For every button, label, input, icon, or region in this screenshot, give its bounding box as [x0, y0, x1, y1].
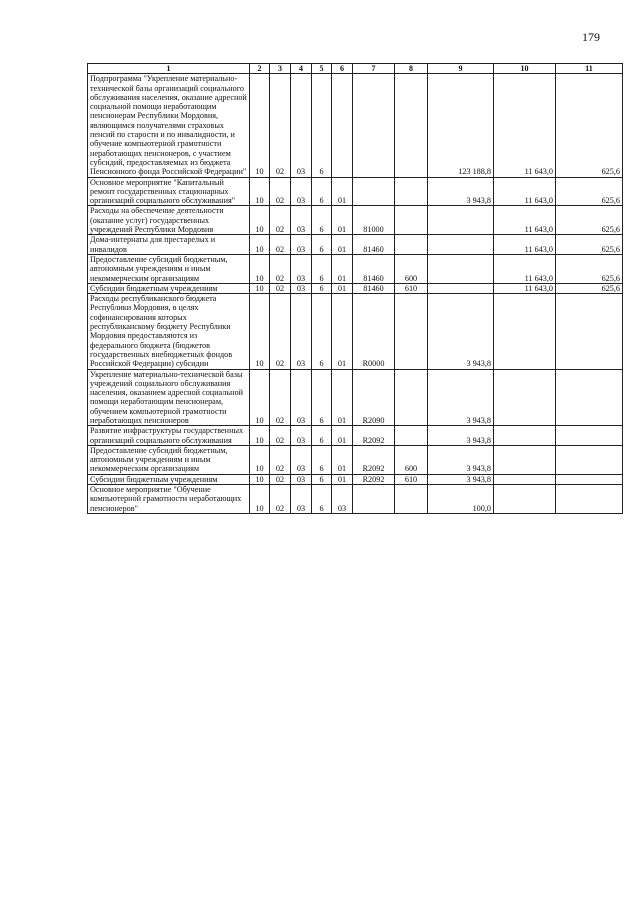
cell-program: 03 — [291, 294, 312, 369]
cell-program: 03 — [291, 206, 312, 235]
cell-amount-total — [428, 283, 494, 293]
cell-activity: 03 — [332, 485, 353, 514]
cell-program: 03 — [291, 177, 312, 206]
cell-program: 03 — [291, 474, 312, 484]
cell-activity: 01 — [332, 283, 353, 293]
row-name: Основное мероприятие "Обучение компьютерной грамотности неработающих пенсионеров" — [88, 485, 250, 514]
cell-activity — [332, 74, 353, 177]
cell-amount-col11 — [556, 474, 623, 484]
row-name: Укрепление материально-технической базы учреждений социального обслуживания населения, оказанием адресной социальной помощи неработающим пенсионерам, обучением компьютерной грамотности неработающих пенсионеров — [88, 369, 250, 426]
column-header: 9 — [428, 64, 494, 74]
row-name: Основное мероприятие "Капитальный ремонт государственных стационарных организаций социального обслуживания" — [88, 177, 250, 206]
cell-amount-total: 100,0 — [428, 485, 494, 514]
cell-section: 10 — [250, 426, 270, 446]
cell-subsection: 02 — [270, 235, 291, 255]
cell-direction: 81000 — [353, 206, 395, 235]
cell-program: 03 — [291, 485, 312, 514]
cell-amount-total: 3 943,8 — [428, 369, 494, 426]
cell-expense-type — [395, 235, 428, 255]
table-row — [88, 426, 623, 446]
cell-amount-total: 3 943,8 — [428, 474, 494, 484]
row-name: Предоставление субсидий бюджетным, автономным учреждениям и иным некоммерческим организациям — [88, 445, 250, 474]
cell-expense-type: 600 — [395, 445, 428, 474]
cell-expense-type — [395, 294, 428, 369]
cell-amount-col11: 625,6 — [556, 74, 623, 177]
cell-expense-type — [395, 426, 428, 446]
cell-program: 03 — [291, 74, 312, 177]
cell-amount-col11: 625,6 — [556, 206, 623, 235]
cell-subsection: 02 — [270, 283, 291, 293]
cell-direction — [353, 74, 395, 177]
cell-direction: R0000 — [353, 294, 395, 369]
cell-amount-total — [428, 254, 494, 283]
cell-subsection: 02 — [270, 426, 291, 446]
row-name: Субсидии бюджетным учреждениям — [88, 283, 250, 293]
cell-subprogram: 6 — [312, 206, 332, 235]
cell-activity: 01 — [332, 445, 353, 474]
cell-amount-col10 — [494, 485, 556, 514]
cell-subprogram: 6 — [312, 235, 332, 255]
cell-subprogram: 6 — [312, 474, 332, 484]
cell-subprogram: 6 — [312, 254, 332, 283]
cell-amount-col10: 11 643,0 — [494, 206, 556, 235]
cell-section: 10 — [250, 74, 270, 177]
cell-expense-type — [395, 369, 428, 426]
page-number: 179 — [582, 30, 600, 44]
cell-subsection: 02 — [270, 254, 291, 283]
cell-direction: R2092 — [353, 426, 395, 446]
column-header: 2 — [250, 64, 270, 74]
table-row — [88, 485, 623, 514]
cell-amount-col10: 11 643,0 — [494, 235, 556, 255]
cell-program: 03 — [291, 235, 312, 255]
table-row — [88, 206, 623, 235]
cell-direction — [353, 485, 395, 514]
cell-program: 03 — [291, 369, 312, 426]
cell-amount-col10: 11 643,0 — [494, 283, 556, 293]
cell-program: 03 — [291, 254, 312, 283]
cell-subprogram: 6 — [312, 294, 332, 369]
table-row — [88, 474, 623, 484]
column-header: 3 — [270, 64, 291, 74]
row-name: Подпрограмма "Укрепление материально-технической базы организаций социального обслуживания населения, оказание адресной социальной помощи неработающим пенсионерам Республики Мордовия, являющимся получателями страховых пенсий по старости и по инвалидности, и обучение компьютерной грамотности неработающих пенсионеров, с участием субсидий, предоставляемых из бюджета Пенсионного фонда Российской Федерации" — [88, 74, 250, 177]
cell-expense-type — [395, 206, 428, 235]
budget-table — [87, 63, 623, 514]
header-row — [88, 64, 623, 74]
table-row — [88, 74, 623, 177]
row-name: Предоставление субсидий бюджетным, автономным учреждениям и иным некоммерческим организациям — [88, 254, 250, 283]
cell-amount-col11: 625,6 — [556, 254, 623, 283]
table-row — [88, 294, 623, 369]
column-header: 5 — [312, 64, 332, 74]
cell-amount-col11 — [556, 426, 623, 446]
cell-activity: 01 — [332, 177, 353, 206]
cell-subprogram: 6 — [312, 74, 332, 177]
cell-direction: 81460 — [353, 235, 395, 255]
cell-section: 10 — [250, 369, 270, 426]
cell-section: 10 — [250, 206, 270, 235]
row-name: Расходы республиканского бюджета Республики Мордовия, в целях софинансирования которых республиканскому бюджету Республики Мордовия предоставляются из федерального бюджета (бюджетов государственных внебюджетных фондов Российской Федерации) субсидии — [88, 294, 250, 369]
cell-section: 10 — [250, 294, 270, 369]
cell-amount-col11 — [556, 445, 623, 474]
cell-expense-type: 610 — [395, 474, 428, 484]
cell-expense-type — [395, 177, 428, 206]
row-name: Развитие инфраструктуры государственных организаций социального обслуживания — [88, 426, 250, 446]
cell-subprogram: 6 — [312, 369, 332, 426]
cell-subprogram: 6 — [312, 485, 332, 514]
cell-activity: 01 — [332, 369, 353, 426]
cell-subsection: 02 — [270, 177, 291, 206]
cell-section: 10 — [250, 177, 270, 206]
cell-amount-col10: 11 643,0 — [494, 177, 556, 206]
cell-amount-col10 — [494, 426, 556, 446]
cell-section: 10 — [250, 283, 270, 293]
cell-direction: R2092 — [353, 445, 395, 474]
cell-amount-total: 3 943,8 — [428, 294, 494, 369]
row-name: Субсидии бюджетным учреждениям — [88, 474, 250, 484]
cell-subsection: 02 — [270, 445, 291, 474]
cell-expense-type: 600 — [395, 254, 428, 283]
cell-amount-total: 123 188,8 — [428, 74, 494, 177]
cell-activity: 01 — [332, 254, 353, 283]
column-header: 6 — [332, 64, 353, 74]
cell-amount-col10: 11 643,0 — [494, 254, 556, 283]
cell-activity: 01 — [332, 426, 353, 446]
column-header: 1 — [88, 64, 250, 74]
cell-section: 10 — [250, 474, 270, 484]
cell-section: 10 — [250, 445, 270, 474]
table-row — [88, 369, 623, 426]
cell-amount-col11: 625,6 — [556, 177, 623, 206]
cell-section: 10 — [250, 254, 270, 283]
cell-section: 10 — [250, 485, 270, 514]
column-header: 7 — [353, 64, 395, 74]
cell-amount-col11 — [556, 294, 623, 369]
cell-subsection: 02 — [270, 206, 291, 235]
table-row — [88, 283, 623, 293]
cell-expense-type — [395, 74, 428, 177]
row-name: Дома-интернаты для престарелых и инвалидов — [88, 235, 250, 255]
column-header: 8 — [395, 64, 428, 74]
cell-amount-total: 3 943,8 — [428, 426, 494, 446]
cell-program: 03 — [291, 283, 312, 293]
table-row — [88, 445, 623, 474]
cell-amount-col11 — [556, 369, 623, 426]
column-header: 10 — [494, 64, 556, 74]
cell-section: 10 — [250, 235, 270, 255]
cell-activity: 01 — [332, 294, 353, 369]
cell-amount-col11: 625,6 — [556, 235, 623, 255]
cell-subprogram: 6 — [312, 445, 332, 474]
row-name: Расходы на обеспечение деятельности (оказание услуг) государственных учреждений Республики Мордовия — [88, 206, 250, 235]
cell-subprogram: 6 — [312, 283, 332, 293]
cell-subsection: 02 — [270, 294, 291, 369]
cell-direction: R2090 — [353, 369, 395, 426]
cell-subsection: 02 — [270, 369, 291, 426]
cell-amount-total — [428, 235, 494, 255]
table-row — [88, 254, 623, 283]
cell-direction: R2092 — [353, 474, 395, 484]
table-row — [88, 177, 623, 206]
cell-program: 03 — [291, 426, 312, 446]
cell-amount-total: 3 943,8 — [428, 445, 494, 474]
cell-amount-col11 — [556, 485, 623, 514]
cell-direction: 81460 — [353, 283, 395, 293]
table-row — [88, 235, 623, 255]
cell-subsection: 02 — [270, 74, 291, 177]
cell-amount-col10 — [494, 294, 556, 369]
cell-amount-total: 3 943,8 — [428, 177, 494, 206]
cell-amount-col11: 625,6 — [556, 283, 623, 293]
cell-activity: 01 — [332, 474, 353, 484]
cell-expense-type — [395, 485, 428, 514]
cell-amount-col10 — [494, 445, 556, 474]
cell-activity: 01 — [332, 206, 353, 235]
cell-program: 03 — [291, 445, 312, 474]
cell-amount-col10 — [494, 474, 556, 484]
cell-activity: 01 — [332, 235, 353, 255]
cell-amount-col10: 11 643,0 — [494, 74, 556, 177]
column-header: 11 — [556, 64, 623, 74]
cell-direction — [353, 177, 395, 206]
cell-expense-type: 610 — [395, 283, 428, 293]
column-header: 4 — [291, 64, 312, 74]
cell-subprogram: 6 — [312, 177, 332, 206]
cell-amount-total — [428, 206, 494, 235]
cell-direction: 81460 — [353, 254, 395, 283]
cell-subsection: 02 — [270, 474, 291, 484]
cell-subprogram: 6 — [312, 426, 332, 446]
cell-amount-col10 — [494, 369, 556, 426]
cell-subsection: 02 — [270, 485, 291, 514]
